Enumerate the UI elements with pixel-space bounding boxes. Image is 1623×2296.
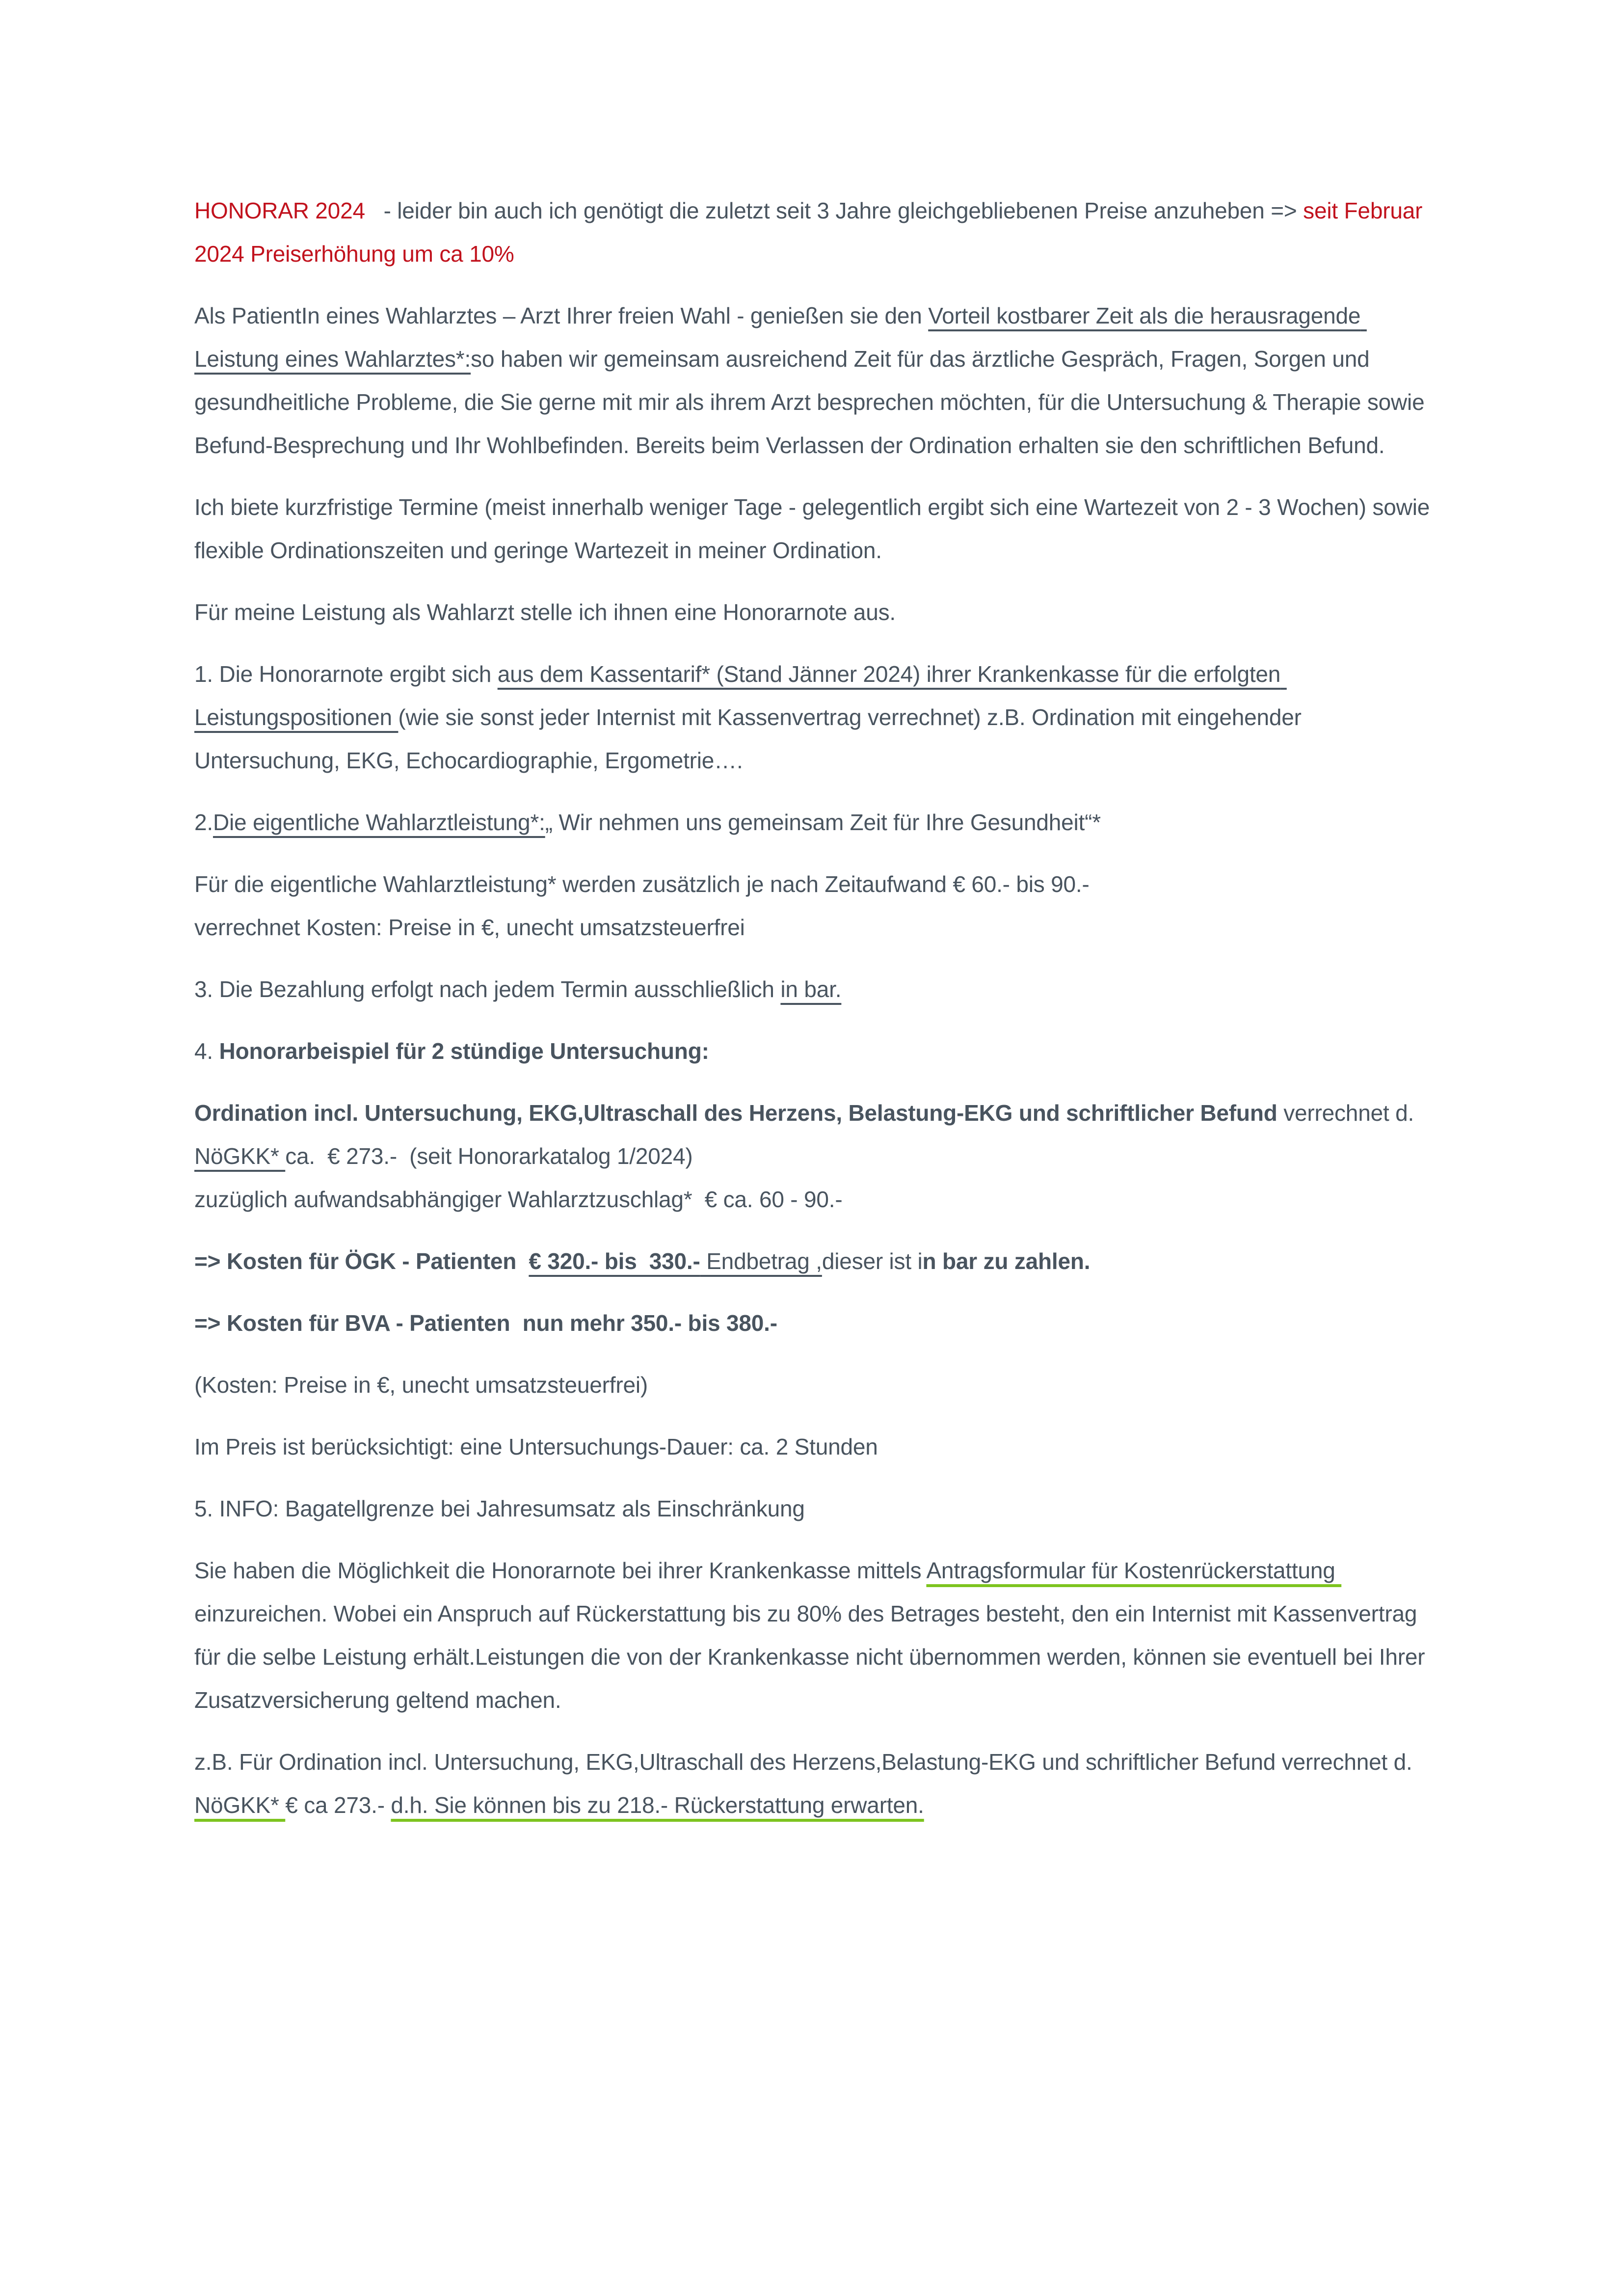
para-honorarnote <box>194 591 1441 634</box>
text-run-bold: Ordination incl. Untersuchung, EKG,Ultraschall des Herzens, Belastung-EKG und schriftlicher Befund <box>194 1100 1277 1126</box>
link-rueckerstattung-erwarten[interactable]: d.h. Sie können bis zu 218.- Rückerstattung erwarten. <box>391 1792 924 1818</box>
para-kosten-hinweis <box>194 1363 1441 1406</box>
para-punkt1-kassentarif <box>194 652 1441 782</box>
text-run-underlined: Die eigentliche Wahlarztleistung*: <box>213 810 545 835</box>
text-run: dieser ist i <box>822 1248 923 1274</box>
text-run: 1. Die Honorarnote ergibt sich <box>194 661 498 687</box>
para-intro-wahlarzt <box>194 294 1441 467</box>
para-punkt2-wahlarztleistung <box>194 801 1441 844</box>
text-run: Sie haben die Möglichkeit die Honorarnote bei ihrer Krankenkasse mittels <box>194 1558 927 1583</box>
noegkk-label: NöGKK* <box>194 1143 286 1169</box>
para-kosten-bva <box>194 1301 1441 1345</box>
text-run: „ Wir nehmen uns gemeinsam Zeit für Ihre Gesundheit“* <box>545 810 1101 835</box>
honorar-2024-label: HONORAR 2024 <box>194 198 365 223</box>
text-run-underlined: Vorteil kostbarer Zeit als die herausragende Leistung eines Wahlarztes*: <box>194 303 1367 372</box>
text-run: einzureichen. Wobei ein Anspruch auf Rückerstattung bis zu 80% des Betrages besteht, den ein Internist mit Kassenvertrag für die selbe Leistung erhält.Leistungen die von der Krankenkasse nicht übernommen werden, können sie eventuell bei Ihrer Zusatzversicherung geltend machen. <box>194 1601 1431 1713</box>
link-noegkk[interactable]: NöGKK* <box>194 1792 286 1818</box>
para-kosten-oegk <box>194 1240 1441 1283</box>
text-run: z.B. Für Ordination incl. Untersuchung, EKG,Ultraschall des Herzens,Belastung-EKG und schriftlicher Befund verrechnet d. <box>194 1749 1419 1775</box>
para-beispiel-rueckerstattung <box>194 1740 1441 1827</box>
text-run: Als PatientIn eines Wahlarztes – Arzt Ihrer freien Wahl - genießen sie den <box>194 303 929 328</box>
text-run-underlined: Endbetrag , <box>700 1248 822 1274</box>
bva-betrag: => Kosten für BVA - Patienten nun mehr 350.- bis 380.- <box>194 1310 777 1336</box>
para-punkt4-honorarbeispiel <box>194 1029 1441 1073</box>
text-run: 2. <box>194 810 213 835</box>
text-run: zuzüglich aufwandsabhängiger Wahlarztzuschlag* € ca. 60 - 90.- <box>194 1187 843 1212</box>
para-untersuchungsdauer <box>194 1425 1441 1468</box>
para-rueckerstattung <box>194 1549 1441 1722</box>
text-run: ca. € 273.- (seit Honorarkatalog 1/2024) <box>285 1143 693 1169</box>
link-antragsformular-kostenrueckerstattung[interactable]: Antragsformular für Kostenrückerstattung <box>926 1558 1342 1583</box>
text-run: 3. Die Bezahlung erfolgt nach jedem Termin ausschließlich <box>194 976 781 1002</box>
para-wahlarzt-kosten <box>194 863 1441 949</box>
text-run: - leider bin auch ich genötigt die zuletzt seit 3 Jahre gleichgebliebenen Preise anzuheben => <box>365 198 1304 223</box>
text-run: Im Preis ist berücksichtigt: eine Untersuchungs-Dauer: ca. 2 Stunden <box>194 1434 878 1459</box>
text-run: 4. <box>194 1038 219 1064</box>
text-run-bold: n bar zu zahlen. <box>922 1248 1091 1274</box>
text-run-underlined: in bar. <box>780 976 842 1002</box>
text-run-bold: => Kosten für ÖGK - Patienten <box>194 1248 529 1274</box>
para-punkt5-info <box>194 1487 1441 1530</box>
text-run-underlined: aus dem Kassentarif* (Stand Jänner 2024) ihrer Krankenkasse für die erfolgten Leistungspositionen <box>194 661 1287 730</box>
text-run: Ich biete kurzfristige Termine (meist innerhalb weniger Tage - gelegentlich ergibt sich eine Wartezeit von 2 - 3 Wochen) sowie flexible Ordinationszeiten und geringe Wartezeit in meiner Ordination. <box>194 494 1436 563</box>
text-run: (wie sie sonst jeder Internist mit Kassenvertrag verrechnet) z.B. Ordination mit eingehender Untersuchung, EKG, Echocardiographie, Ergometrie…. <box>194 704 1308 773</box>
text-run: (Kosten: Preise in €, unecht umsatzsteuerfrei) <box>194 1372 648 1398</box>
text-run: Für meine Leistung als Wahlarzt stelle ich ihnen eine Honorarnote aus. <box>194 599 896 625</box>
para-punkt3-bezahlung <box>194 968 1441 1011</box>
text-run: verrechnet Kosten: Preise in €, unecht umsatzsteuerfrei <box>194 915 745 940</box>
text-run: € ca 273.- <box>285 1792 391 1818</box>
text-run: verrechnet d. <box>1277 1100 1420 1126</box>
heading-honorar <box>194 189 1441 275</box>
para-beispiel-ordination <box>194 1091 1441 1221</box>
text-run: Für die eigentliche Wahlarztleistung* werden zusätzlich je nach Zeitaufwand € 60.- bis 90.- <box>194 871 1090 897</box>
para-termine <box>194 486 1441 572</box>
text-run-bold: Honorarbeispiel für 2 stündige Untersuchung: <box>219 1038 709 1064</box>
text-run: so haben wir gemeinsam ausreichend Zeit für das ärztliche Gespräch, Fragen, Sorgen und gesundheitliche Probleme, die Sie gerne mit mir als ihrem Arzt besprechen möchten, für die Untersuchung & Therapie sowie Befund-Besprechung und Ihr Wohlbefinden. Bereits beim Verlassen der Ordination erhalten sie den schriftlichen Befund. <box>194 346 1431 458</box>
oegk-betrag: € 320.- bis 330.- <box>529 1248 700 1274</box>
preiserhoehung-note: seit Februar 2024 Preiserhöhung um ca 10% <box>194 198 1429 267</box>
text-run: 5. INFO: Bagatellgrenze bei Jahresumsatz als Einschränkung <box>194 1496 805 1521</box>
